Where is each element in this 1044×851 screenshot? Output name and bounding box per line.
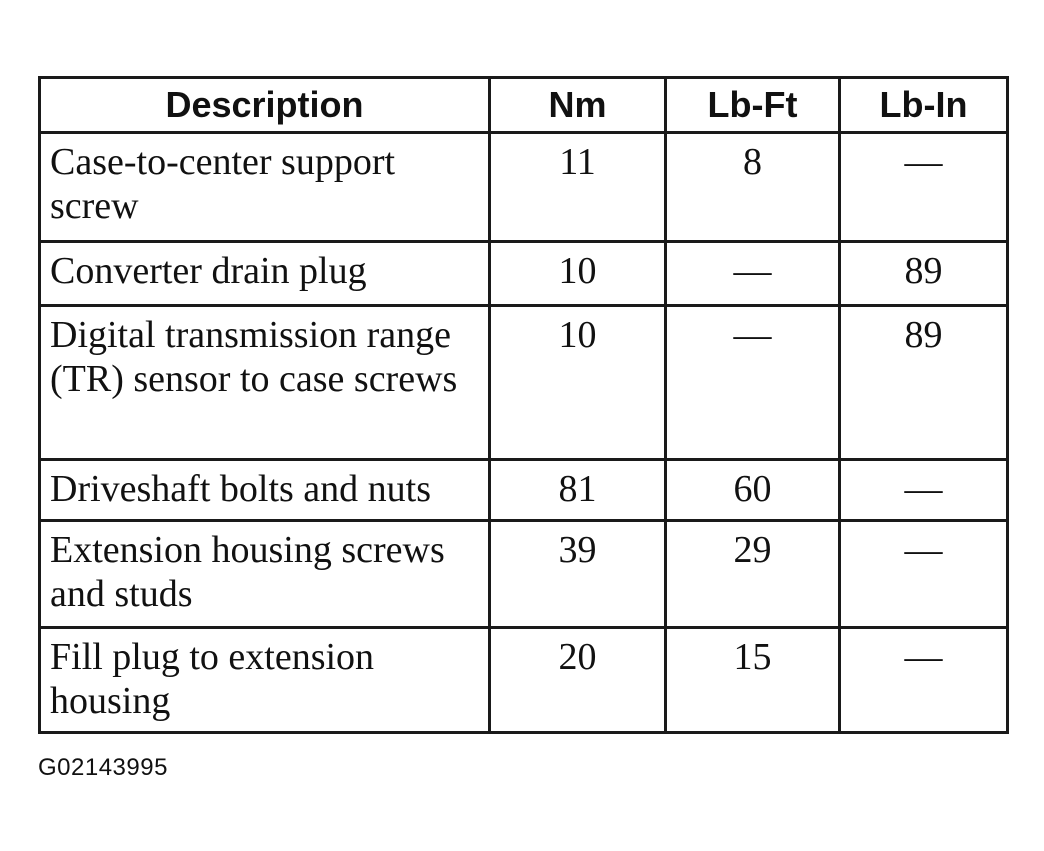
cell-nm: 20 bbox=[490, 628, 666, 733]
cell-nm: 10 bbox=[490, 242, 666, 306]
cell-lbin: — bbox=[840, 521, 1008, 628]
cell-lbft: — bbox=[666, 306, 840, 460]
cell-lbft: 15 bbox=[666, 628, 840, 733]
table-row bbox=[40, 133, 1008, 242]
cell-lbft: 29 bbox=[666, 521, 840, 628]
cell-lbin: — bbox=[840, 133, 1008, 242]
cell-description: Case-to-center support screw bbox=[40, 133, 490, 242]
cell-description: Fill plug to extension housing bbox=[40, 628, 490, 733]
table-row bbox=[40, 521, 1008, 628]
torque-spec-table bbox=[38, 76, 1009, 734]
cell-nm: 10 bbox=[490, 306, 666, 460]
cell-description: Driveshaft bolts and nuts bbox=[40, 460, 490, 521]
figure-id: G02143995 bbox=[38, 754, 168, 781]
cell-nm: 39 bbox=[490, 521, 666, 628]
cell-nm: 81 bbox=[490, 460, 666, 521]
header-lbin: Lb-In bbox=[840, 78, 1008, 133]
header-row bbox=[40, 78, 1008, 133]
header-description: Description bbox=[40, 78, 490, 133]
cell-lbin: — bbox=[840, 628, 1008, 733]
cell-nm: 11 bbox=[490, 133, 666, 242]
cell-lbin: — bbox=[840, 460, 1008, 521]
cell-lbin: 89 bbox=[840, 242, 1008, 306]
cell-description: Extension housing screws and studs bbox=[40, 521, 490, 628]
table-body bbox=[40, 133, 1008, 733]
table-row bbox=[40, 628, 1008, 733]
cell-lbft: 60 bbox=[666, 460, 840, 521]
table-header bbox=[40, 78, 1008, 133]
table-row bbox=[40, 306, 1008, 460]
cell-lbin: 89 bbox=[840, 306, 1008, 460]
table-row bbox=[40, 460, 1008, 521]
cell-lbft: 8 bbox=[666, 133, 840, 242]
header-lbft: Lb-Ft bbox=[666, 78, 840, 133]
cell-description: Converter drain plug bbox=[40, 242, 490, 306]
header-nm: Nm bbox=[490, 78, 666, 133]
table-row bbox=[40, 242, 1008, 306]
cell-lbft: — bbox=[666, 242, 840, 306]
cell-description: Digital transmission range (TR) sensor to case screws bbox=[40, 306, 490, 460]
